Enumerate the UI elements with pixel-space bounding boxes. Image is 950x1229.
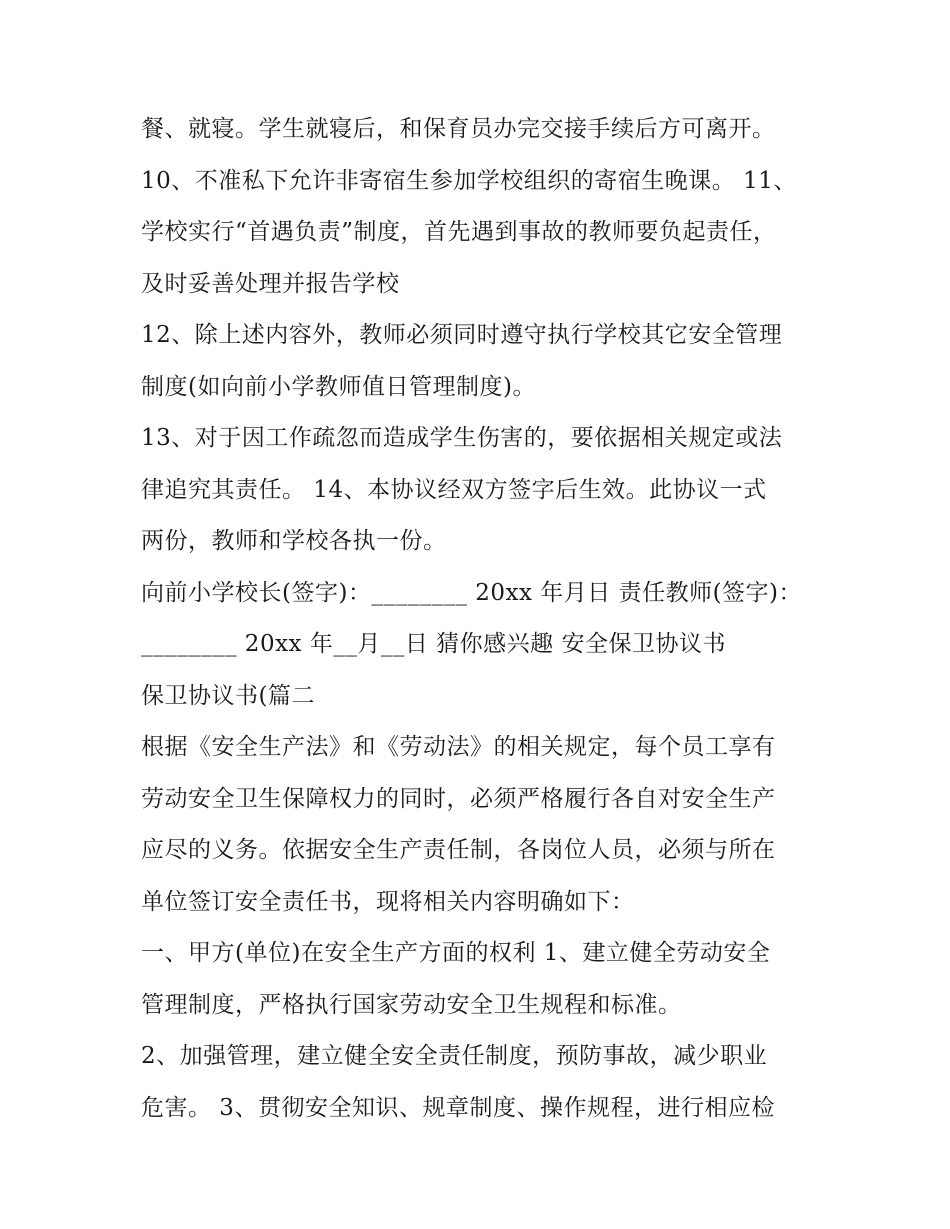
text-line: 应尽的义务。依据安全生产责任制，各岗位人员，必须与所在 xyxy=(141,837,776,863)
text-line: 餐、就寝。学生就寝后，和保育员办完交接手续后方可离开。 xyxy=(141,116,776,142)
text-line: 10、不准私下允许非寄宿生参加学校组织的寄宿生晚课。 11、 xyxy=(141,167,797,194)
text-line: 律追究其责任。 14、本协议经双方签字后生效。此协议一式 xyxy=(141,476,767,503)
document-body xyxy=(141,108,831,1138)
text-line: 学校实行“首遇负责”制度，首先遇到事故的教师要负起责任， xyxy=(141,219,777,245)
signature-date-line: ________ 20xx 年__月__日 猜你感兴趣 安全保卫协议书 xyxy=(141,631,726,657)
text-line: 危害。 3、贯彻安全知识、规章制度、操作规程，进行相应检 xyxy=(141,1094,775,1121)
text-line: 13、对于因工作疏忽而造成学生伤害的，要依据相关规定或法 xyxy=(141,425,783,451)
text-line: 一、甲方(单位)在安全生产方面的权利 1、建立健全劳动安全 xyxy=(141,940,771,966)
text-line: 及时妥善处理并报告学校 xyxy=(141,270,400,297)
text-line: 管理制度，严格执行国家劳动安全卫生规程和标准。 xyxy=(141,991,682,1018)
text-line: 单位签订安全责任书，现将相关内容明确如下： xyxy=(141,888,635,915)
text-line: 两份，教师和学校各执一份。 xyxy=(141,528,447,554)
text-line: 2、加强管理，建立健全安全责任制度，预防事故，减少职业 xyxy=(141,1043,768,1069)
text-line: 制度(如向前小学教师值日管理制度)。 xyxy=(141,373,536,400)
text-line: 12、除上述内容外，教师必须同时遵守执行学校其它安全管理 xyxy=(141,322,783,348)
signature-line: 向前小学校长(签字)：________ 20xx 年月日 责任教师(签字)： xyxy=(141,579,803,606)
text-line: 劳动安全卫生保障权力的同时，必须严格履行各自对安全生产 xyxy=(141,785,776,812)
text-line: 根据《安全生产法》和《劳动法》的相关规定，每个员工享有 xyxy=(141,734,776,760)
section-heading: 保卫协议书(篇二 xyxy=(141,682,315,709)
